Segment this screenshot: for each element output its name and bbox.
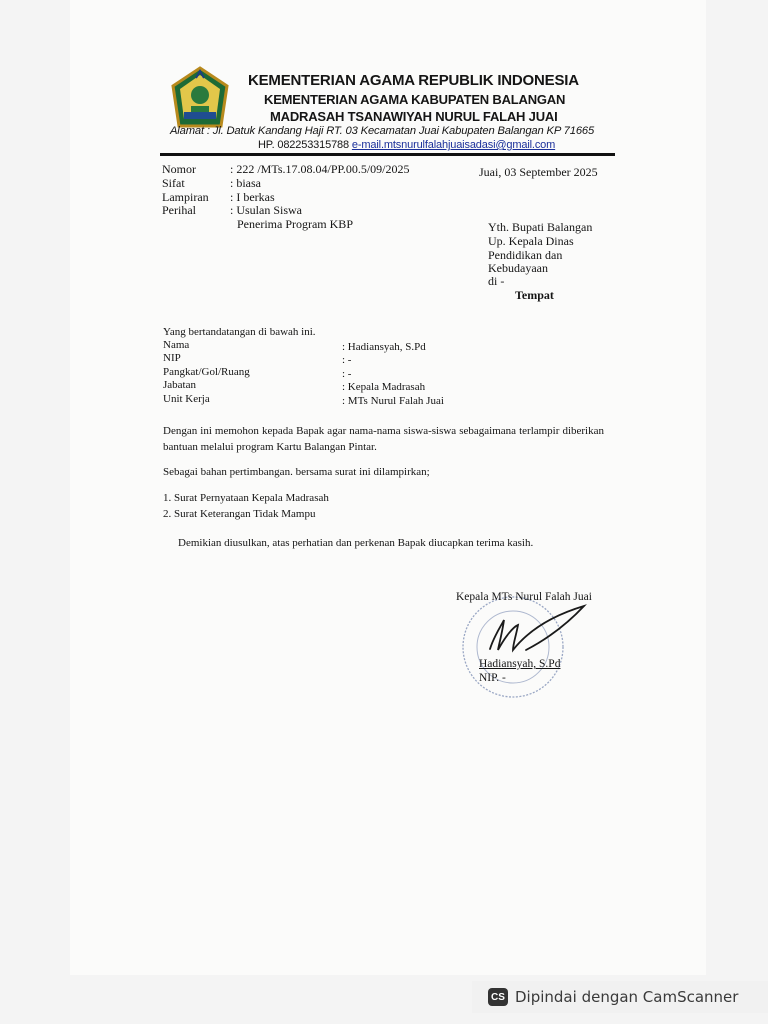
letterhead-line2: KEMENTERIAN AGAMA KABUPATEN BALANGAN — [264, 92, 566, 107]
meta-nomor-value: : 222 /MTs.17.08.04/PP.00.5/09/2025 — [230, 162, 410, 176]
attachment-list-item-2: 2. Surat Keterangan Tidak Mampu — [163, 508, 316, 520]
signatory-nama-value: : Hadiansyah, S.Pd — [342, 341, 426, 353]
signatory-pangkat-label: Pangkat/Gol/Ruang — [163, 366, 250, 378]
letterhead-contact — [258, 139, 555, 151]
attachment-list-item-1: 1. Surat Pernyataan Kepala Madrasah — [163, 492, 329, 504]
meta-perihal-value: : Usulan Siswa — [230, 203, 302, 217]
signatory-nip-label: NIP — [163, 352, 181, 364]
signatory-pangkat-value: : - — [342, 368, 352, 380]
handwritten-signature-icon — [474, 592, 614, 666]
meta-lampiran-value: : I berkas — [230, 190, 275, 204]
signatory-unit-label: Unit Kerja — [163, 393, 210, 405]
letterhead-line3: MADRASAH TSANAWIYAH NURUL FALAH JUAI — [270, 109, 558, 124]
signature-nip: NIP. - — [479, 672, 506, 684]
camscanner-watermark — [472, 981, 768, 1013]
meta-nomor-label: Nomor — [162, 162, 196, 176]
signature-title: Kepala MTs Nurul Falah Juai — [456, 591, 592, 603]
letterhead-line1: KEMENTERIAN AGAMA REPUBLIK INDONESIA — [248, 72, 579, 89]
kemenag-logo-icon — [169, 66, 231, 130]
recipient-line1: Yth. Bupati Balangan — [488, 220, 593, 234]
recipient-line4: Kebudayaan — [488, 261, 548, 275]
signatory-nip-value: : - — [342, 354, 352, 366]
letterhead-divider — [160, 153, 615, 156]
closing-paragraph: Demikian diusulkan, atas perhatian dan perkenan Bapak diucapkan terima kasih. — [178, 537, 534, 549]
meta-perihal-value2: Penerima Program KBP — [237, 217, 353, 231]
meta-sifat-value: : biasa — [230, 176, 261, 190]
meta-lampiran-label: Lampiran — [162, 190, 209, 204]
signatory-intro: Yang bertandatangan di bawah ini. — [163, 326, 316, 338]
letterhead-email: e-mail.mtsnurulfalahjuaisadasi@gmail.com — [351, 139, 556, 151]
body-paragraph-1: Dengan ini memohon kepada Bapak agar nama-nama siswa-siswa sebagaimana terlampir diberikan bantuan melalui program Kartu Balangan Pintar. — [163, 425, 604, 453]
signatory-jabatan-value: : Kepala Madrasah — [342, 381, 426, 393]
recipient-line3: Pendidikan dan — [488, 248, 563, 262]
camscanner-logo-icon: CS — [488, 988, 508, 1006]
camscanner-label: Dipindai dengan CamScanner — [515, 988, 739, 1006]
letterhead-phone: HP. 082253315788 — [258, 139, 349, 151]
recipient-line2: Up. Kepala Dinas — [488, 234, 574, 248]
meta-perihal-label: Perihal — [162, 203, 196, 217]
body-paragraph-2: Sebagai bahan pertimbangan. bersama surat ini dilampirkan; — [163, 466, 430, 478]
recipient-line6: Tempat — [515, 288, 554, 302]
meta-sifat-label: Sifat — [162, 176, 185, 190]
signatory-unit-value: : MTs Nurul Falah Juai — [342, 395, 444, 407]
letterhead-address: Alamat : Jl. Datuk Kandang Haji RT. 03 Kecamatan Juai Kabupaten Balangan KP 71665 — [170, 125, 595, 137]
signature-name: Hadiansyah, S.Pd — [479, 658, 561, 670]
signatory-jabatan-label: Jabatan — [163, 379, 196, 391]
recipient-line5: di - — [488, 274, 505, 288]
letter-date: Juai, 03 September 2025 — [479, 165, 598, 179]
signatory-nama-label: Nama — [163, 339, 190, 351]
